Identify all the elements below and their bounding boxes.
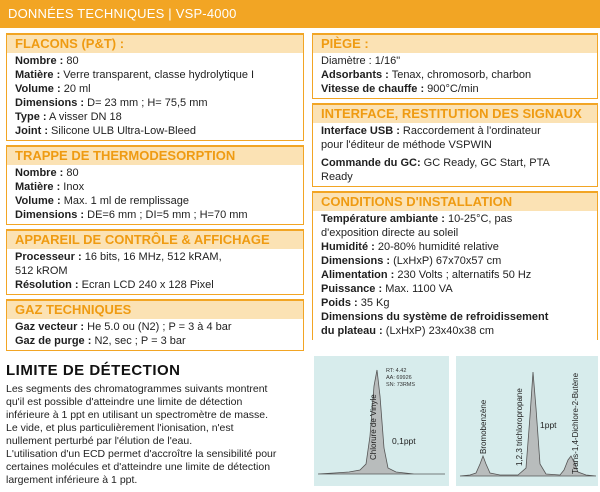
spec-row: Nombre : 80 (15, 55, 79, 67)
section-title: TRAPPE DE THERMODESORPTION (7, 145, 303, 165)
spec-row: Volume : 20 ml (15, 83, 91, 95)
right-column (312, 33, 598, 344)
section-title: FLACONS (P&T) : (7, 33, 303, 53)
spec-row: Joint : Silicone ULB Ultra-Low-Bleed (15, 125, 196, 137)
spec-row: Matière : Inox (15, 181, 85, 193)
spec-row: Commande du GC: GC Ready, GC Start, PTA (321, 157, 550, 169)
spec-row: Matière : Verre transparent, classe hydrolytique I (15, 69, 255, 81)
left-column (6, 33, 304, 355)
detection-section (6, 362, 306, 487)
section-flacons (6, 33, 304, 141)
spec-row: Diamètre : 1/16" (321, 55, 401, 67)
section-trappe (6, 145, 304, 225)
spec-row: Dimensions : DE=6 mm ; DI=5 mm ; H=70 mm (15, 209, 248, 221)
peak-label-dichlorobutene: Trans-1,4-Dichlore-2-Butène (571, 372, 580, 474)
peak-area (318, 370, 445, 474)
level-label: 0,1ppt (392, 436, 416, 446)
chromatogram-vinyl-chloride (314, 356, 449, 486)
spec-row: Puissance : Max. 1100 VA (321, 283, 453, 295)
peak-label: Chlorure de Vinyle (369, 394, 378, 460)
spec-row-cont: 512 kROM (15, 265, 68, 277)
sn-label: SN: 73RMS (386, 382, 416, 388)
spec-row: Interface USB : Raccordement à l'ordinateur (321, 125, 541, 137)
datasheet-banner (0, 0, 600, 28)
spec-row-cont: pour l'éditeur de méthode VSPWIN (321, 139, 492, 151)
level-label: 1ppt (540, 420, 557, 430)
section-gaz (6, 299, 304, 351)
spec-row: Processeur : 16 bits, 16 MHz, 512 kRAM, (15, 251, 222, 263)
spec-row: Alimentation : 230 Volts ; alternatifs 50 Hz (321, 269, 532, 281)
rt-label: RT: 4.42 (386, 368, 407, 374)
section-interface (312, 103, 598, 187)
section-conditions (312, 191, 598, 340)
spec-row: Adsorbants : Tenax, chromosorb, charbon (321, 69, 532, 81)
aa-label: AA: 69926 (386, 375, 412, 381)
spec-row: Nombre : 80 (15, 167, 79, 179)
section-title: GAZ TECHNIQUES (7, 299, 303, 319)
section-title: CONDITIONS D'INSTALLATION (313, 191, 597, 211)
spec-row: Dimensions : (LxHxP) 67x70x57 cm (321, 255, 502, 267)
spec-row-cont: Ready (321, 171, 353, 183)
spec-row: Dimensions du système de refroidissement (321, 311, 549, 323)
spec-row-cont: d'exposition directe au soleil (321, 227, 459, 239)
section-title: APPAREIL DE CONTRÔLE & AFFICHAGE (7, 229, 303, 249)
spec-row: Température ambiante : 10-25°C, pas (321, 213, 513, 225)
section-appareil (6, 229, 304, 295)
spec-row: Vitesse de chauffe : 900°C/min (321, 83, 479, 95)
spec-row: Volume : Max. 1 ml de remplissage (15, 195, 190, 207)
spec-row: Gaz de purge : N2, sec ; P = 3 bar (15, 335, 186, 347)
peak-label-bromobenzene: Bromobenzène (479, 399, 488, 454)
detection-paragraph: Les segments des chromatogrammes suivants montrent qu'il est possible d'atteindre une limite de détection inférieure à 1 ppt en utilisant un spectromètre de masse. Le vide, et plus particulièrement l'ionisation, n'est nullement perturbé par l'élution de l'eau. L'utilisation d'un ECD permet d'accroître la sensibilité pour certaines molécules et d'atteindre une limite de détection largement inférieure à 1 ppt. (6, 383, 277, 486)
spec-row: du plateau : (LxHxP) 23x40x38 cm (321, 325, 494, 337)
spec-row: Gaz vecteur : He 5.0 ou (N2) ; P = 3 à 4 bar (15, 321, 232, 333)
section-piege (312, 33, 598, 99)
spec-row: Dimensions : D= 23 mm ; H= 75,5 mm (15, 97, 208, 109)
section-title: INTERFACE, RESTITUTION DES SIGNAUX (313, 103, 597, 123)
spec-row: Résolution : Ecran LCD 240 x 128 Pixel (15, 279, 214, 291)
peak-label-trichloropropane: 1,2,3 trichloropropane (515, 388, 524, 466)
spec-row: Humidité : 20-80% humidité relative (321, 241, 499, 253)
banner-title: DONNÉES TECHNIQUES | VSP-4000 (8, 6, 237, 21)
section-title: PIÈGE : (313, 33, 597, 53)
chromatogram-ecd (456, 356, 598, 486)
spec-row: Type : A visser DN 18 (15, 111, 122, 123)
spec-row: Poids : 35 Kg (321, 297, 390, 309)
detection-title: LIMITE DE DÉTECTION (6, 362, 181, 379)
